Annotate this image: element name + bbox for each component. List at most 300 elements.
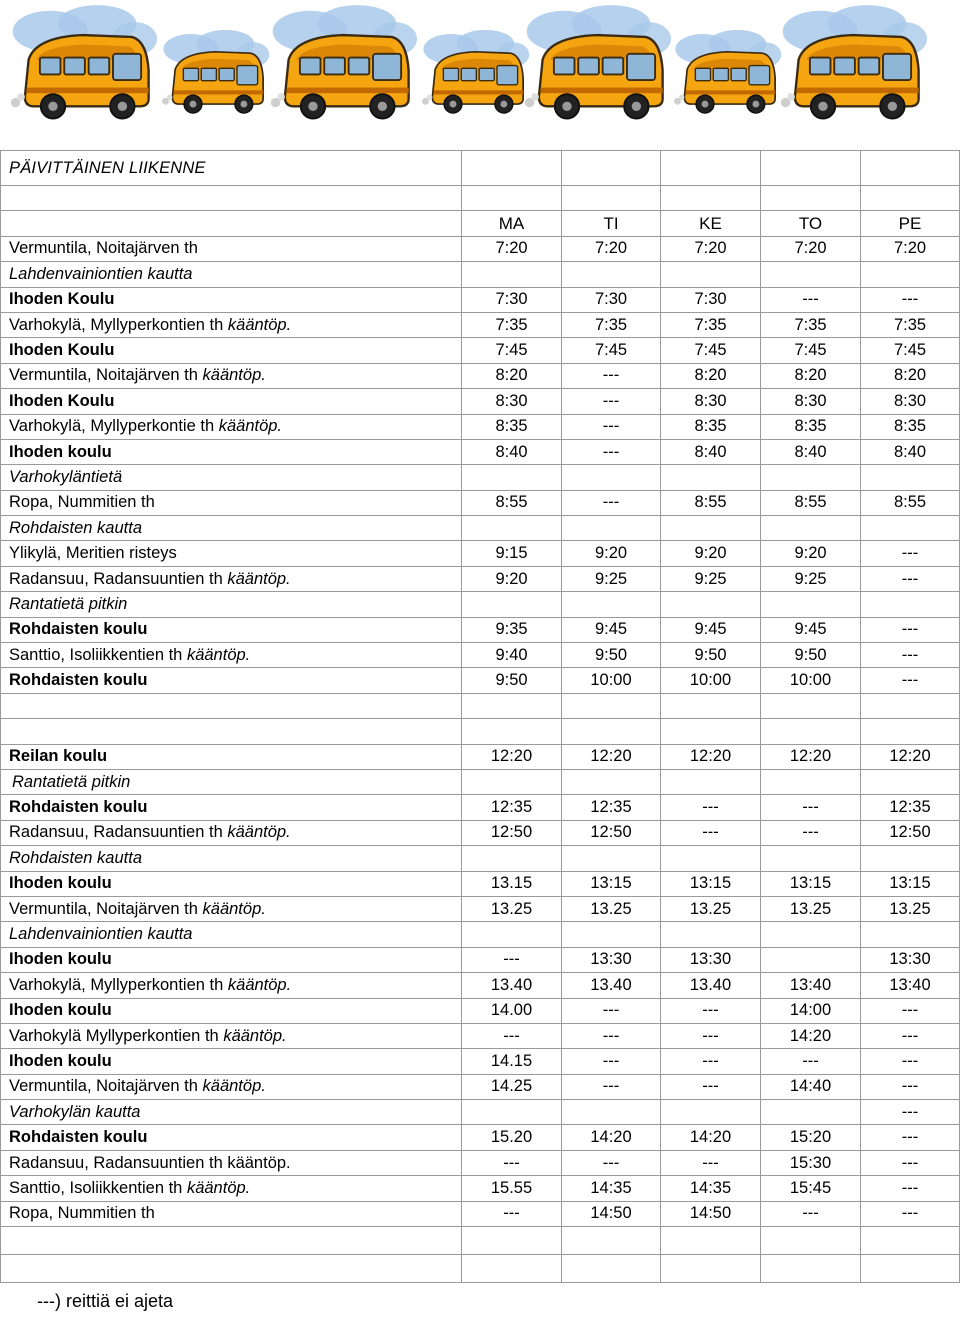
time-cell: 9:20 xyxy=(761,541,861,566)
time-cell: 14:20 xyxy=(761,1023,861,1048)
time-cell: 7:30 xyxy=(462,287,562,312)
turnaround-note: kääntöp. xyxy=(218,417,283,436)
time-cell: --- xyxy=(761,795,861,820)
time-cell xyxy=(661,769,761,794)
time-cell: 13.40 xyxy=(462,973,562,998)
time-cell: 14:00 xyxy=(761,998,861,1023)
timetable-grid xyxy=(0,150,960,1283)
time-cell: 14.15 xyxy=(462,1049,562,1074)
time-cell: 7:20 xyxy=(661,236,761,261)
schedule-row xyxy=(1,998,960,1023)
schedule-row xyxy=(1,236,960,261)
schedule-row xyxy=(1,668,960,693)
time-cell: --- xyxy=(661,998,761,1023)
time-cell xyxy=(761,592,861,617)
time-cell: 9:50 xyxy=(661,643,761,668)
school-bus-icon xyxy=(522,2,672,130)
schedule-row xyxy=(1,592,960,617)
schedule-row xyxy=(1,744,960,769)
time-cell: 13.25 xyxy=(562,896,661,921)
time-cell: 7:20 xyxy=(861,236,960,261)
route-note xyxy=(1,922,462,947)
time-cell xyxy=(761,947,861,972)
time-cell xyxy=(462,846,562,871)
time-cell: --- xyxy=(661,795,761,820)
time-cell: --- xyxy=(661,1074,761,1099)
time-cell: 7:45 xyxy=(761,338,861,363)
time-cell xyxy=(861,769,960,794)
route-note xyxy=(1,592,462,617)
schedule-row xyxy=(1,947,960,972)
time-cell xyxy=(562,262,661,287)
time-cell: 8:35 xyxy=(661,414,761,439)
time-cell xyxy=(861,465,960,490)
stop-name xyxy=(1,363,462,388)
schedule-row xyxy=(1,363,960,388)
time-cell: 7:45 xyxy=(462,338,562,363)
time-cell: 8:40 xyxy=(761,439,861,464)
time-cell: 12:50 xyxy=(562,820,661,845)
time-cell xyxy=(562,922,661,947)
time-cell: --- xyxy=(861,1201,960,1226)
schedule-row xyxy=(1,389,960,414)
time-cell xyxy=(462,516,562,541)
time-cell: 12:20 xyxy=(462,744,562,769)
stop-name xyxy=(1,744,462,769)
route-note xyxy=(1,262,462,287)
time-cell: 8:55 xyxy=(861,490,960,515)
stop-name xyxy=(1,338,462,363)
time-cell: 8:30 xyxy=(661,389,761,414)
school-bus-icon xyxy=(420,22,530,127)
time-cell: 8:30 xyxy=(761,389,861,414)
time-cell: 8:55 xyxy=(462,490,562,515)
time-cell: 7:35 xyxy=(761,312,861,337)
route-note xyxy=(1,846,462,871)
stop-label: Varhokylä Myllyperkontien th xyxy=(9,1026,219,1045)
route-note-label: Rohdaisten kautta xyxy=(9,518,143,537)
time-cell: 8:20 xyxy=(861,363,960,388)
page-title: PÄIVITTÄINEN LIIKENNE xyxy=(1,151,462,186)
stop-name xyxy=(1,312,462,337)
time-cell: 7:20 xyxy=(761,236,861,261)
stop-label: Ihoden koulu xyxy=(9,950,112,969)
time-cell: 7:30 xyxy=(661,287,761,312)
time-cell: --- xyxy=(562,1023,661,1048)
title-row xyxy=(1,151,960,186)
turnaround-note: kääntöp. xyxy=(202,1077,266,1096)
time-cell: 14:50 xyxy=(562,1201,661,1226)
footnote: ---) reittiä ei ajeta xyxy=(37,1291,174,1311)
time-cell xyxy=(761,1100,861,1125)
time-cell: --- xyxy=(761,1201,861,1226)
time-cell xyxy=(562,769,661,794)
stop-label: Santtio, Isoliikkentien th xyxy=(9,645,183,664)
day-header: TI xyxy=(562,211,661,236)
time-cell xyxy=(761,516,861,541)
time-cell xyxy=(661,592,761,617)
route-note xyxy=(1,516,462,541)
time-cell: 12:20 xyxy=(761,744,861,769)
time-cell: 12:50 xyxy=(861,820,960,845)
stop-name xyxy=(1,668,462,693)
stop-name xyxy=(1,439,462,464)
schedule-row xyxy=(1,1176,960,1201)
stop-name xyxy=(1,1176,462,1201)
stop-label: Vermuntila, Noitajärven th xyxy=(9,366,198,385)
time-cell: 9:50 xyxy=(562,643,661,668)
time-cell: 9:25 xyxy=(661,566,761,591)
time-cell xyxy=(661,262,761,287)
time-cell: --- xyxy=(661,1049,761,1074)
school-bus-icon xyxy=(778,2,928,130)
time-cell xyxy=(861,592,960,617)
turnaround-note: kääntöp. xyxy=(227,569,291,588)
time-cell: 14:20 xyxy=(661,1125,761,1150)
time-cell: 14.00 xyxy=(462,998,562,1023)
day-header: MA xyxy=(462,211,562,236)
schedule-row xyxy=(1,1150,960,1175)
time-cell xyxy=(462,592,562,617)
time-cell: 15:30 xyxy=(761,1150,861,1175)
time-cell: 13:15 xyxy=(562,871,661,896)
time-cell: --- xyxy=(861,1150,960,1175)
spacer-row xyxy=(1,1227,960,1255)
stop-name xyxy=(1,1125,462,1150)
turnaround-note: kääntöp. xyxy=(227,315,292,334)
time-cell: 13:15 xyxy=(861,871,960,896)
time-cell xyxy=(661,846,761,871)
time-cell: 12:35 xyxy=(861,795,960,820)
time-cell: --- xyxy=(562,1074,661,1099)
time-cell: 12:20 xyxy=(661,744,761,769)
time-cell: --- xyxy=(861,643,960,668)
time-cell: 13:30 xyxy=(562,947,661,972)
time-cell: 14:40 xyxy=(761,1074,861,1099)
route-note-label: Lahdenvainiontien kautta xyxy=(9,925,193,944)
time-cell: --- xyxy=(861,1049,960,1074)
school-bus-icon xyxy=(8,2,158,130)
schedule-row xyxy=(1,643,960,668)
schedule-row xyxy=(1,617,960,642)
time-cell: 13.15 xyxy=(462,871,562,896)
time-cell: 8:55 xyxy=(761,490,861,515)
turnaround-note: kääntöp. xyxy=(223,1026,287,1045)
time-cell: --- xyxy=(462,1023,562,1048)
school-bus-icon xyxy=(160,22,270,127)
schedule-row xyxy=(1,896,960,921)
time-cell: --- xyxy=(462,947,562,972)
time-cell xyxy=(462,465,562,490)
time-cell: --- xyxy=(562,363,661,388)
time-cell: 13.40 xyxy=(661,973,761,998)
spacer-row xyxy=(1,693,960,718)
stop-name xyxy=(1,973,462,998)
time-cell: 13.25 xyxy=(861,896,960,921)
time-cell xyxy=(761,769,861,794)
time-cell: 8:30 xyxy=(861,389,960,414)
schedule-row xyxy=(1,338,960,363)
stop-name xyxy=(1,1201,462,1226)
time-cell: 13.40 xyxy=(562,973,661,998)
time-cell: --- xyxy=(661,820,761,845)
time-cell: 9:25 xyxy=(562,566,661,591)
stop-name xyxy=(1,287,462,312)
time-cell: --- xyxy=(761,820,861,845)
stop-name xyxy=(1,820,462,845)
time-cell: 7:20 xyxy=(462,236,562,261)
time-cell: 9:45 xyxy=(761,617,861,642)
time-cell xyxy=(562,516,661,541)
time-cell: 8:20 xyxy=(462,363,562,388)
time-cell: 13.25 xyxy=(661,896,761,921)
time-cell xyxy=(661,922,761,947)
time-cell xyxy=(661,465,761,490)
time-cell xyxy=(761,262,861,287)
schedule-row xyxy=(1,414,960,439)
time-cell: 15:20 xyxy=(761,1125,861,1150)
time-cell: 7:35 xyxy=(661,312,761,337)
time-cell xyxy=(861,262,960,287)
time-cell: 9:15 xyxy=(462,541,562,566)
stop-name xyxy=(1,871,462,896)
stop-label: Radansuu, Radansuuntien th xyxy=(9,569,223,588)
time-cell: 7:35 xyxy=(462,312,562,337)
time-cell xyxy=(562,1100,661,1125)
time-cell: --- xyxy=(861,1100,960,1125)
time-cell: --- xyxy=(562,414,661,439)
turnaround-note: kääntöp. xyxy=(186,1178,251,1197)
time-cell: --- xyxy=(562,1049,661,1074)
time-cell: --- xyxy=(462,1150,562,1175)
stop-label: Ihoden Koulu xyxy=(9,290,115,309)
day-header: PE xyxy=(861,211,960,236)
schedule-row xyxy=(1,922,960,947)
time-cell xyxy=(462,262,562,287)
time-cell: 10:00 xyxy=(562,668,661,693)
stop-name xyxy=(1,998,462,1023)
stop-label: Reilan koulu xyxy=(9,747,108,766)
time-cell: 14.25 xyxy=(462,1074,562,1099)
stop-label: Rohdaisten koulu xyxy=(9,620,148,639)
time-cell xyxy=(761,922,861,947)
stop-label: Ihoden koulu xyxy=(9,874,112,893)
time-cell: --- xyxy=(861,566,960,591)
stop-name xyxy=(1,1023,462,1048)
time-cell: 9:35 xyxy=(462,617,562,642)
stop-label: Ylikylä, Meritien risteys xyxy=(9,544,177,563)
stop-name xyxy=(1,947,462,972)
stop-label: Rohdaisten koulu xyxy=(9,798,148,817)
stop-label: Ihoden koulu xyxy=(9,442,112,461)
time-cell: 7:45 xyxy=(861,338,960,363)
schedule-row xyxy=(1,1049,960,1074)
turnaround-note: kääntöp. xyxy=(186,645,251,664)
time-cell: 13:30 xyxy=(661,947,761,972)
stop-name xyxy=(1,1049,462,1074)
stop-label: Ihoden Koulu xyxy=(9,341,115,360)
time-cell: 14:35 xyxy=(562,1176,661,1201)
time-cell xyxy=(462,1100,562,1125)
schedule-row xyxy=(1,1125,960,1150)
time-cell xyxy=(661,516,761,541)
route-note xyxy=(1,1100,462,1125)
stop-name xyxy=(1,236,462,261)
time-cell: 15:45 xyxy=(761,1176,861,1201)
stop-name xyxy=(1,617,462,642)
route-note xyxy=(1,769,462,794)
time-cell xyxy=(562,465,661,490)
time-cell xyxy=(462,769,562,794)
route-note-label: Rohdaisten kautta xyxy=(9,848,143,867)
time-cell: --- xyxy=(562,490,661,515)
time-cell: 12:35 xyxy=(462,795,562,820)
schedule-row xyxy=(1,871,960,896)
stop-name xyxy=(1,566,462,591)
stop-label: Rohdaisten koulu xyxy=(9,1128,148,1147)
time-cell: 8:20 xyxy=(661,363,761,388)
time-cell: 13:30 xyxy=(861,947,960,972)
route-note-label: Rantatietä pitkin xyxy=(12,772,131,791)
schedule-row xyxy=(1,820,960,845)
time-cell: 13:40 xyxy=(761,973,861,998)
day-header-row xyxy=(1,211,960,236)
stop-name xyxy=(1,896,462,921)
time-cell: 7:20 xyxy=(562,236,661,261)
time-cell: 9:25 xyxy=(761,566,861,591)
time-cell: 8:40 xyxy=(661,439,761,464)
day-header: KE xyxy=(661,211,761,236)
timetable xyxy=(0,150,960,1283)
stop-label: Ihoden koulu xyxy=(9,1051,112,1070)
time-cell: 13.25 xyxy=(462,896,562,921)
stop-name xyxy=(1,1150,462,1175)
schedule-row xyxy=(1,1100,960,1125)
time-cell: 13:15 xyxy=(661,871,761,896)
time-cell: 14:35 xyxy=(661,1176,761,1201)
time-cell: 14:20 xyxy=(562,1125,661,1150)
time-cell xyxy=(861,922,960,947)
time-cell: 15.20 xyxy=(462,1125,562,1150)
time-cell: --- xyxy=(761,1049,861,1074)
time-cell: 7:35 xyxy=(562,312,661,337)
time-cell: 13:15 xyxy=(761,871,861,896)
time-cell: 8:20 xyxy=(761,363,861,388)
time-cell: 7:35 xyxy=(861,312,960,337)
stop-label: Ihoden koulu xyxy=(9,1001,112,1020)
time-cell: 14:50 xyxy=(661,1201,761,1226)
turnaround-note: kääntöp. xyxy=(227,823,291,842)
time-cell: --- xyxy=(562,439,661,464)
time-cell: --- xyxy=(562,1150,661,1175)
spacer-row xyxy=(1,1255,960,1283)
time-cell: 10:00 xyxy=(661,668,761,693)
time-cell: 10:00 xyxy=(761,668,861,693)
time-cell xyxy=(761,846,861,871)
time-cell: --- xyxy=(861,1023,960,1048)
spacer-row xyxy=(1,719,960,744)
time-cell: --- xyxy=(861,287,960,312)
time-cell: --- xyxy=(861,668,960,693)
schedule-row xyxy=(1,1201,960,1226)
stop-name xyxy=(1,414,462,439)
stop-label: Varhokylä, Myllyperkontie th xyxy=(9,417,215,436)
time-cell: 9:20 xyxy=(661,541,761,566)
time-cell: 9:20 xyxy=(562,541,661,566)
time-cell: --- xyxy=(661,1150,761,1175)
stop-name xyxy=(1,1074,462,1099)
turnaround-note: kääntöp. xyxy=(202,366,266,385)
time-cell: 9:45 xyxy=(562,617,661,642)
spacer-row xyxy=(1,186,960,211)
turnaround-note: kääntöp. xyxy=(202,899,266,918)
school-bus-icon xyxy=(268,2,418,130)
schedule-row xyxy=(1,541,960,566)
time-cell xyxy=(761,465,861,490)
schedule-row xyxy=(1,566,960,591)
stop-label: Ropa, Nummitien th xyxy=(9,1204,155,1223)
time-cell: --- xyxy=(861,1176,960,1201)
time-cell: 8:30 xyxy=(462,389,562,414)
stop-label: Radansuu, Radansuuntien th kääntöp. xyxy=(9,1153,291,1172)
time-cell: 12:20 xyxy=(861,744,960,769)
time-cell: 9:50 xyxy=(462,668,562,693)
time-cell: --- xyxy=(861,1125,960,1150)
schedule-row xyxy=(1,490,960,515)
schedule-row xyxy=(1,287,960,312)
stop-label: Santtio, Isoliikkentien th xyxy=(9,1178,183,1197)
time-cell xyxy=(861,846,960,871)
stop-label: Radansuu, Radansuuntien th xyxy=(9,823,223,842)
stop-name xyxy=(1,541,462,566)
stop-label: Ihoden Koulu xyxy=(9,391,115,410)
schedule-row xyxy=(1,262,960,287)
time-cell: --- xyxy=(861,541,960,566)
bus-banner xyxy=(0,0,960,135)
schedule-row xyxy=(1,1074,960,1099)
time-cell xyxy=(562,592,661,617)
time-cell: 12:50 xyxy=(462,820,562,845)
time-cell xyxy=(861,516,960,541)
time-cell: 13:40 xyxy=(861,973,960,998)
stop-label: Varhokylä, Myllyperkontien th xyxy=(9,315,224,334)
time-cell: --- xyxy=(861,998,960,1023)
day-header: TO xyxy=(761,211,861,236)
stop-label: Rohdaisten koulu xyxy=(9,671,148,690)
time-cell: 12:35 xyxy=(562,795,661,820)
time-cell: --- xyxy=(462,1201,562,1226)
time-cell: 7:45 xyxy=(661,338,761,363)
stop-label: Ropa, Nummitien th xyxy=(9,493,155,512)
time-cell: 9:45 xyxy=(661,617,761,642)
route-note-label: Varhokyläntietä xyxy=(9,467,123,486)
stop-name xyxy=(1,389,462,414)
schedule-row xyxy=(1,769,960,794)
turnaround-note: kääntöp. xyxy=(227,975,292,994)
schedule-row xyxy=(1,465,960,490)
schedule-row xyxy=(1,795,960,820)
stop-label: Vermuntila, Noitajärven th xyxy=(9,1077,198,1096)
time-cell: 8:55 xyxy=(661,490,761,515)
schedule-row xyxy=(1,973,960,998)
stop-label: Vermuntila, Noitajärven th xyxy=(9,899,198,918)
time-cell: 8:35 xyxy=(462,414,562,439)
time-cell: --- xyxy=(562,998,661,1023)
time-cell: --- xyxy=(661,1023,761,1048)
schedule-row xyxy=(1,1023,960,1048)
time-cell: 9:40 xyxy=(462,643,562,668)
route-note-label: Varhokylän kautta xyxy=(9,1102,141,1121)
